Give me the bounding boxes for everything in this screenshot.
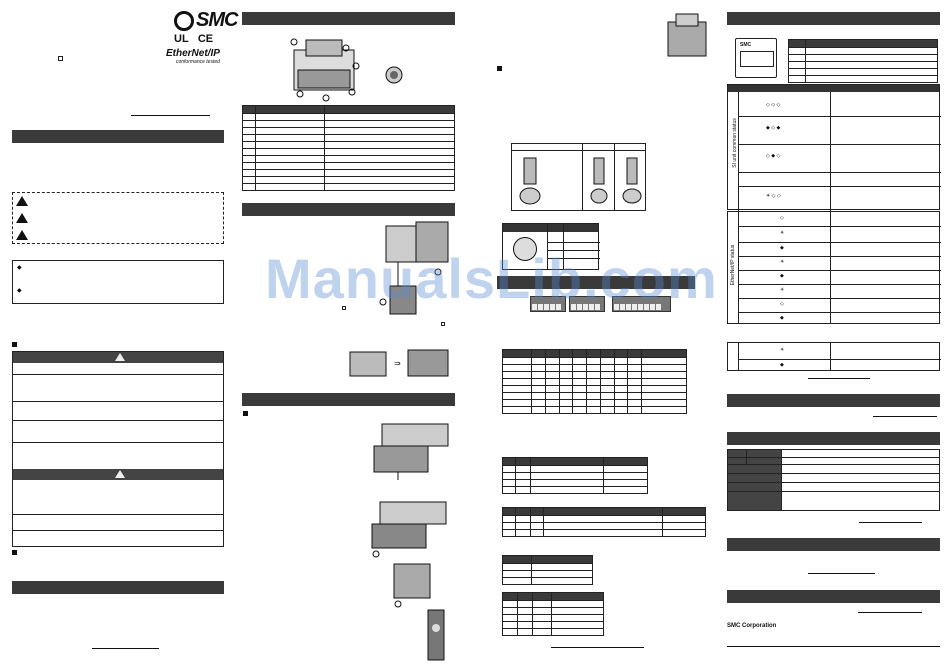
led-panel-diagram: SMC <box>735 38 777 78</box>
checkbox-square <box>441 322 445 326</box>
section-header-7 <box>727 12 940 25</box>
led-indicator-row: ◇ ◆ ◇ <box>766 153 781 159</box>
checkbox-square <box>58 56 63 61</box>
led-indicator-row: ◆ ◇ ◆ <box>766 125 781 131</box>
led-indicator: ◆ <box>780 315 784 321</box>
ethernet-ip-logo: EtherNet/IP conformance tested <box>166 48 220 65</box>
connector-diagram <box>383 64 405 86</box>
section-header-10 <box>727 538 940 551</box>
section-header-5 <box>242 393 455 406</box>
install-diagram-3 <box>390 560 434 608</box>
caution-icon <box>115 470 125 478</box>
unit-corner-diagram <box>662 12 712 64</box>
led-indicator: ✳ <box>780 287 785 293</box>
setting-table-1 <box>502 457 648 494</box>
install-diagram-2 <box>366 496 454 560</box>
specification-table <box>727 449 940 511</box>
led-indicator-row: ✳ ◇ ◇ <box>766 193 781 199</box>
caution-table <box>12 351 224 547</box>
svg-text:⇒: ⇒ <box>394 359 401 368</box>
section-header-2 <box>12 581 224 594</box>
signature-line <box>131 115 210 116</box>
si-status-table <box>727 84 940 210</box>
section-header-11 <box>727 590 940 603</box>
additional-status-table <box>727 342 940 371</box>
led-indicator: ✳ <box>780 230 785 236</box>
signature-line <box>873 416 937 417</box>
warning-icon <box>16 230 28 240</box>
signature-line <box>92 648 159 649</box>
setting-table-4 <box>502 592 604 636</box>
side-label-ethernet: EtherNet/IP status <box>730 244 736 286</box>
led-indicator: ◇ <box>780 301 784 307</box>
address-table <box>502 349 687 414</box>
led-indicator: ◆ <box>780 362 784 368</box>
install-diagram-1 <box>368 416 454 482</box>
led-indicator-row: ◇ ◇ ◇ <box>766 102 781 108</box>
certification-marks: UL CE <box>174 33 214 45</box>
install-diagram-4 <box>424 608 450 662</box>
led-indicator: ◇ <box>780 215 784 221</box>
footer-rule <box>727 646 940 647</box>
signature-line <box>808 573 875 574</box>
section-bullet <box>12 550 17 555</box>
signature-line <box>859 522 922 523</box>
unit-diagram <box>286 36 366 102</box>
section-bullet <box>243 411 248 416</box>
side-label-si: SI unit common status <box>732 118 738 168</box>
company-name: SMC Corporation <box>727 623 777 629</box>
smc-logo: SMC <box>174 9 237 32</box>
led-indicator: ✳ <box>780 259 785 265</box>
parts-table <box>242 105 455 191</box>
section-bullet <box>12 342 17 347</box>
warning-box <box>12 192 224 244</box>
led-indicator: ✳ <box>780 347 785 353</box>
signature-line <box>858 612 922 613</box>
section-header-3 <box>242 12 455 25</box>
led-indicator: ◆ <box>780 245 784 251</box>
section-header-9 <box>727 432 940 445</box>
signature-line <box>551 647 644 648</box>
signature-line <box>808 378 870 379</box>
note-box: ◆ ◆ <box>12 260 224 304</box>
warning-icon <box>16 196 28 206</box>
watermark-text: ManualsLib.com <box>265 247 718 310</box>
setting-table-2 <box>502 507 706 537</box>
section-header-8 <box>727 394 940 407</box>
ethernet-status-table <box>727 211 940 324</box>
connector-figure-box <box>511 143 646 211</box>
section-header-1 <box>12 130 224 143</box>
setting-table-3 <box>502 555 593 585</box>
led-legend-table <box>788 39 938 83</box>
assembly-diagram <box>346 344 456 384</box>
caution-icon <box>115 353 125 361</box>
warning-icon <box>16 213 28 223</box>
section-header-4 <box>242 203 455 216</box>
led-indicator: ◆ <box>780 273 784 279</box>
section-bullet <box>497 66 502 71</box>
